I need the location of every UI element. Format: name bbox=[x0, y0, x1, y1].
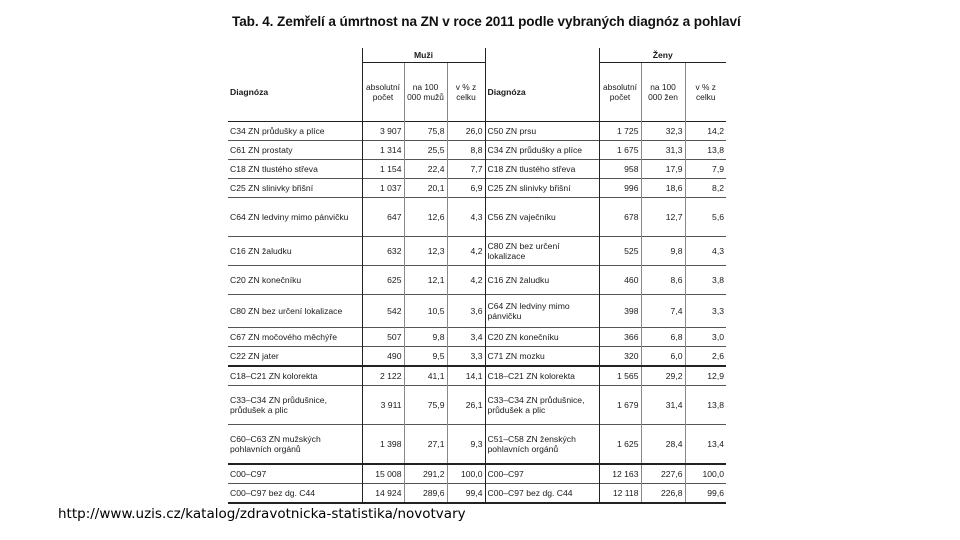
female-abs: 12 163 bbox=[599, 464, 641, 484]
female-abs: 1 675 bbox=[599, 141, 641, 160]
female-rate: 29,2 bbox=[641, 366, 685, 386]
female-abs: 678 bbox=[599, 198, 641, 237]
female-abs: 398 bbox=[599, 295, 641, 328]
male-abs: 2 122 bbox=[362, 366, 404, 386]
female-diagnosis: C20 ZN konečníku bbox=[485, 328, 599, 347]
table-row bbox=[228, 386, 726, 425]
male-rate: 22,4 bbox=[404, 160, 447, 179]
female-abs: 460 bbox=[599, 266, 641, 295]
female-rate: 12,7 bbox=[641, 198, 685, 237]
female-rate: 31,4 bbox=[641, 386, 685, 425]
table-row bbox=[228, 328, 726, 347]
table-row bbox=[228, 160, 726, 179]
male-diagnosis: C60–C63 ZN mužských pohlavních orgánů bbox=[228, 425, 362, 465]
female-pct: 8,2 bbox=[685, 179, 726, 198]
female-pct: 100,0 bbox=[685, 464, 726, 484]
male-diagnosis: C67 ZN močového měchýře bbox=[228, 328, 362, 347]
female-diagnosis: C64 ZN ledviny mimo pánvičku bbox=[485, 295, 599, 328]
female-abs: 1 565 bbox=[599, 366, 641, 386]
female-diagnosis: C18 ZN tlustého střeva bbox=[485, 160, 599, 179]
table-row bbox=[228, 425, 726, 465]
table-row bbox=[228, 295, 726, 328]
male-diagnosis: C22 ZN jater bbox=[228, 347, 362, 367]
male-pct: 8,8 bbox=[447, 141, 485, 160]
female-abs: 320 bbox=[599, 347, 641, 367]
header-rate-female: na 100 000 žen bbox=[641, 63, 685, 122]
female-rate: 6,8 bbox=[641, 328, 685, 347]
male-rate: 9,8 bbox=[404, 328, 447, 347]
table-row bbox=[228, 266, 726, 295]
male-abs: 1 314 bbox=[362, 141, 404, 160]
table-row-total bbox=[228, 464, 726, 484]
male-abs: 3 911 bbox=[362, 386, 404, 425]
female-rate: 227,6 bbox=[641, 464, 685, 484]
group-female: Ženy bbox=[599, 48, 726, 63]
header-abs-male: absolutní počet bbox=[362, 63, 404, 122]
female-rate: 8,6 bbox=[641, 266, 685, 295]
female-diagnosis: C00–C97 bbox=[485, 464, 599, 484]
female-rate: 31,3 bbox=[641, 141, 685, 160]
male-diagnosis: C20 ZN konečníku bbox=[228, 266, 362, 295]
male-diagnosis: C18–C21 ZN kolorekta bbox=[228, 366, 362, 386]
female-pct: 13,4 bbox=[685, 425, 726, 465]
male-pct: 3,3 bbox=[447, 347, 485, 367]
male-rate: 10,5 bbox=[404, 295, 447, 328]
female-pct: 5,6 bbox=[685, 198, 726, 237]
male-rate: 12,1 bbox=[404, 266, 447, 295]
female-rate: 17,9 bbox=[641, 160, 685, 179]
female-rate: 7,4 bbox=[641, 295, 685, 328]
male-abs: 14 924 bbox=[362, 484, 404, 504]
female-abs: 366 bbox=[599, 328, 641, 347]
female-abs: 12 118 bbox=[599, 484, 641, 504]
mortality-table bbox=[228, 48, 726, 504]
male-diagnosis: C18 ZN tlustého střeva bbox=[228, 160, 362, 179]
female-pct: 3,8 bbox=[685, 266, 726, 295]
male-abs: 1 154 bbox=[362, 160, 404, 179]
table-row-total-excl-c44 bbox=[228, 484, 726, 504]
male-pct: 14,1 bbox=[447, 366, 485, 386]
female-pct: 2,6 bbox=[685, 347, 726, 367]
male-pct: 9,3 bbox=[447, 425, 485, 465]
male-abs: 3 907 bbox=[362, 122, 404, 141]
male-diagnosis: C64 ZN ledviny mimo pánvičku bbox=[228, 198, 362, 237]
header-pct-male: v % z celku bbox=[447, 63, 485, 122]
male-diagnosis: C34 ZN průdušky a plíce bbox=[228, 122, 362, 141]
female-diagnosis: C71 ZN mozku bbox=[485, 347, 599, 367]
table-row bbox=[228, 179, 726, 198]
source-url: http://www.uzis.cz/katalog/zdravotnicka-statistika/novotvary bbox=[58, 506, 466, 522]
female-diagnosis: C16 ZN žaludku bbox=[485, 266, 599, 295]
group-male: Muži bbox=[362, 48, 485, 63]
male-rate: 289,6 bbox=[404, 484, 447, 504]
table-row bbox=[228, 122, 726, 141]
male-rate: 291,2 bbox=[404, 464, 447, 484]
header-rate-male: na 100 000 mužů bbox=[404, 63, 447, 122]
male-diagnosis: C16 ZN žaludku bbox=[228, 237, 362, 266]
female-diagnosis: C80 ZN bez určení lokalizace bbox=[485, 237, 599, 266]
female-pct: 99,6 bbox=[685, 484, 726, 504]
header-pct-female: v % z celku bbox=[685, 63, 726, 122]
female-rate: 28,4 bbox=[641, 425, 685, 465]
header-abs-female: absolutní počet bbox=[599, 63, 641, 122]
male-diagnosis: C61 ZN prostaty bbox=[228, 141, 362, 160]
male-abs: 647 bbox=[362, 198, 404, 237]
female-abs: 1 725 bbox=[599, 122, 641, 141]
male-diagnosis: C33–C34 ZN průdušnice, průdušek a plic bbox=[228, 386, 362, 425]
male-rate: 75,9 bbox=[404, 386, 447, 425]
male-abs: 15 008 bbox=[362, 464, 404, 484]
female-diagnosis: C25 ZN slinivky břišní bbox=[485, 179, 599, 198]
male-abs: 542 bbox=[362, 295, 404, 328]
female-pct: 12,9 bbox=[685, 366, 726, 386]
male-abs: 507 bbox=[362, 328, 404, 347]
male-diagnosis: C25 ZN slinivky břišní bbox=[228, 179, 362, 198]
male-diagnosis: C80 ZN bez určení lokalizace bbox=[228, 295, 362, 328]
female-rate: 32,3 bbox=[641, 122, 685, 141]
male-abs: 625 bbox=[362, 266, 404, 295]
group-header-row bbox=[228, 48, 726, 63]
header-diagnosis-male: Diagnóza bbox=[230, 86, 269, 97]
male-abs: 1 398 bbox=[362, 425, 404, 465]
female-pct: 7,9 bbox=[685, 160, 726, 179]
female-diagnosis: C51–C58 ZN ženských pohlavních orgánů bbox=[485, 425, 599, 465]
female-abs: 525 bbox=[599, 237, 641, 266]
male-rate: 27,1 bbox=[404, 425, 447, 465]
table-row bbox=[228, 237, 726, 266]
female-pct: 13,8 bbox=[685, 386, 726, 425]
female-diagnosis: C56 ZN vaječníku bbox=[485, 198, 599, 237]
male-pct: 6,9 bbox=[447, 179, 485, 198]
female-rate: 9,8 bbox=[641, 237, 685, 266]
male-rate: 25,5 bbox=[404, 141, 447, 160]
male-rate: 9,5 bbox=[404, 347, 447, 367]
table-row bbox=[228, 141, 726, 160]
female-pct: 4,3 bbox=[685, 237, 726, 266]
male-rate: 12,6 bbox=[404, 198, 447, 237]
male-pct: 4,2 bbox=[447, 237, 485, 266]
male-diagnosis: C00–C97 bbox=[228, 464, 362, 484]
column-header-row bbox=[228, 63, 726, 122]
female-pct: 13,8 bbox=[685, 141, 726, 160]
female-abs: 1 625 bbox=[599, 425, 641, 465]
male-pct: 4,2 bbox=[447, 266, 485, 295]
male-pct: 4,3 bbox=[447, 198, 485, 237]
female-pct: 3,3 bbox=[685, 295, 726, 328]
male-pct: 100,0 bbox=[447, 464, 485, 484]
female-diagnosis: C50 ZN prsu bbox=[485, 122, 599, 141]
table-row bbox=[228, 198, 726, 237]
male-pct: 26,1 bbox=[447, 386, 485, 425]
female-diagnosis: C18–C21 ZN kolorekta bbox=[485, 366, 599, 386]
female-diagnosis: C34 ZN průdušky a plíce bbox=[485, 141, 599, 160]
table-row bbox=[228, 366, 726, 386]
header-diagnosis-female: Diagnóza bbox=[487, 86, 526, 97]
female-pct: 14,2 bbox=[685, 122, 726, 141]
male-rate: 12,3 bbox=[404, 237, 447, 266]
male-diagnosis: C00–C97 bez dg. C44 bbox=[228, 484, 362, 504]
table-row bbox=[228, 347, 726, 367]
female-diagnosis: C00–C97 bez dg. C44 bbox=[485, 484, 599, 504]
female-rate: 226,8 bbox=[641, 484, 685, 504]
female-diagnosis: C33–C34 ZN průdušnice, průdušek a plic bbox=[485, 386, 599, 425]
female-rate: 18,6 bbox=[641, 179, 685, 198]
table-title: Tab. 4. Zemřelí a úmrtnost na ZN v roce 2011 podle vybraných diagnóz a pohlaví bbox=[232, 14, 741, 29]
female-abs: 958 bbox=[599, 160, 641, 179]
male-pct: 99,4 bbox=[447, 484, 485, 504]
male-pct: 26,0 bbox=[447, 122, 485, 141]
male-abs: 632 bbox=[362, 237, 404, 266]
female-abs: 996 bbox=[599, 179, 641, 198]
male-abs: 1 037 bbox=[362, 179, 404, 198]
male-rate: 41,1 bbox=[404, 366, 447, 386]
female-abs: 1 679 bbox=[599, 386, 641, 425]
male-pct: 7,7 bbox=[447, 160, 485, 179]
male-pct: 3,6 bbox=[447, 295, 485, 328]
female-rate: 6,0 bbox=[641, 347, 685, 367]
female-pct: 3,0 bbox=[685, 328, 726, 347]
male-rate: 75,8 bbox=[404, 122, 447, 141]
male-abs: 490 bbox=[362, 347, 404, 367]
male-rate: 20,1 bbox=[404, 179, 447, 198]
male-pct: 3,4 bbox=[447, 328, 485, 347]
